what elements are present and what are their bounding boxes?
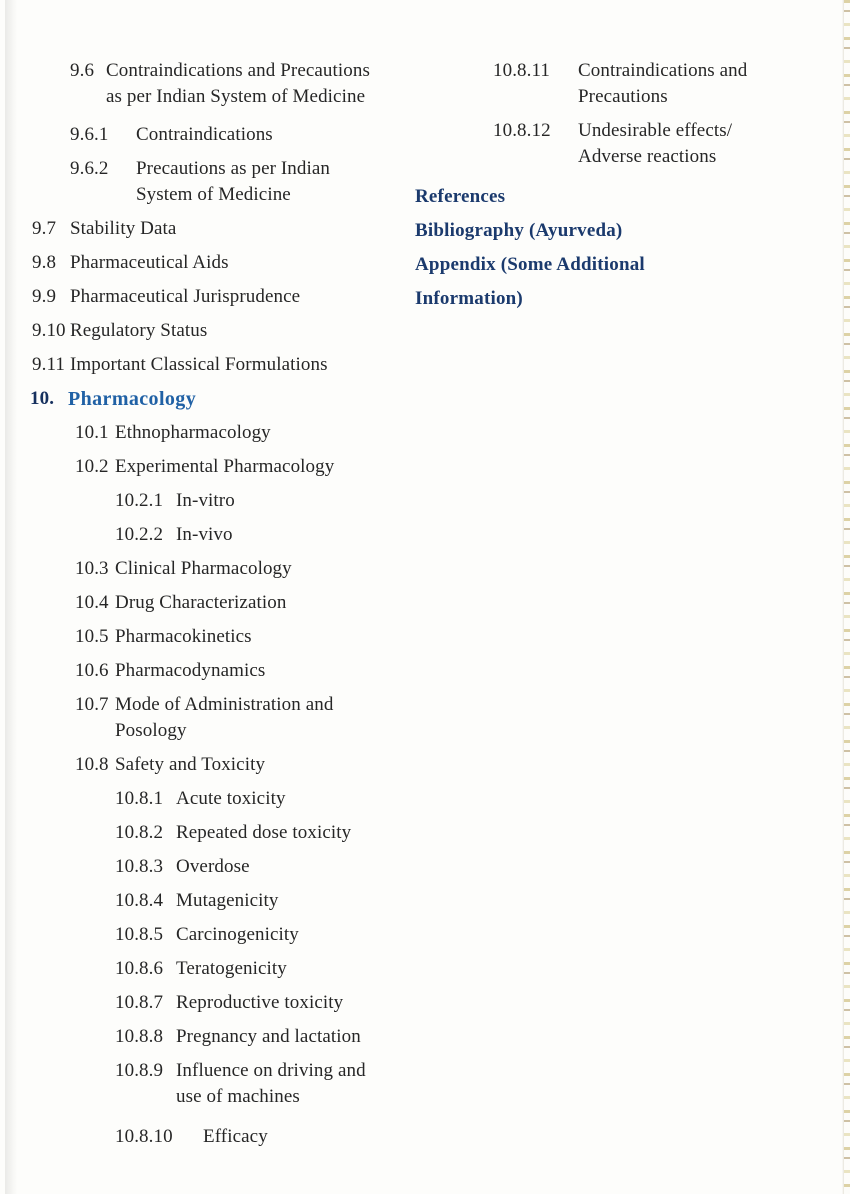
toc-entry-number: 10.8.5: [115, 924, 164, 945]
toc-entry-text: [106, 58, 422, 110]
toc-entry-number: 9.9: [32, 286, 57, 307]
toc-entry-9-8: [32, 250, 422, 276]
toc-entry-line: Acute toxicity: [176, 788, 286, 809]
toc-entry-10-5: [75, 624, 422, 650]
toc-entry-line: Pharmacodynamics: [115, 660, 266, 681]
toc-entry-number: 10.2.2: [115, 524, 164, 545]
toc-entry-number: 10.8.3: [115, 856, 164, 877]
toc-entry-number: 10.8: [75, 754, 109, 775]
toc-entry-line: Precautions: [578, 86, 668, 107]
toc-entry-10: [30, 386, 422, 412]
toc-entry-number: 10.8.8: [115, 1026, 164, 1047]
toc-entry-line: Undesirable effects/: [578, 120, 733, 141]
toc-entry-10-8-8: [115, 1024, 422, 1050]
toc-entry-number: 10.2: [75, 456, 109, 477]
toc-entry-line: Influence on driving and: [176, 1060, 366, 1081]
toc-entry-line: Contraindications and Precautions: [106, 60, 370, 81]
toc-entry-number: 9.6.2: [70, 158, 109, 179]
toc-entry-number: 10.6: [75, 660, 109, 681]
toc-entry-line: Drug Characterization: [115, 592, 287, 613]
toc-entry-text: [176, 956, 422, 982]
toc-heading-bibliography-ayurveda: [415, 218, 815, 244]
toc-entry-number: 10.8.11: [493, 60, 550, 81]
toc-entry-number: 9.8: [32, 252, 57, 273]
toc-entry-text: [136, 156, 422, 208]
toc-entry-9-9: [32, 284, 422, 310]
toc-entry-10-8-11: [493, 58, 815, 110]
toc-entry-line: Pharmaceutical Aids: [70, 252, 229, 273]
toc-entry-line: Adverse reactions: [578, 146, 717, 167]
toc-entry-9-7: [32, 216, 422, 242]
toc-entry-number: 10.8.4: [115, 890, 164, 911]
toc-entry-10-8-5: [115, 922, 422, 948]
toc-entry-line: Stability Data: [70, 218, 177, 239]
toc-entry-text: [176, 786, 422, 812]
toc-entry-text: [176, 820, 422, 846]
toc-entry-line: Carcinogenicity: [176, 924, 299, 945]
toc-entry-line: Mode of Administration and: [115, 694, 334, 715]
toc-entry-line: Ethnopharmacology: [115, 422, 271, 443]
toc-entry-text: [176, 488, 422, 514]
toc-entry-10-2: [75, 454, 422, 480]
toc-entry-text: [68, 386, 422, 412]
toc-entry-number: 10.1: [75, 422, 109, 443]
toc-entry-number: 10.8.10: [115, 1126, 173, 1147]
toc-entry-line: as per Indian System of Medicine: [106, 86, 366, 107]
page-right-edge-line: [842, 0, 844, 1194]
toc-entry-text: [176, 922, 422, 948]
toc-entry-line: Pharmacology: [68, 388, 197, 410]
toc-entry-line: System of Medicine: [136, 184, 291, 205]
toc-entry-9-6: [70, 58, 422, 110]
toc-entry-line: Repeated dose toxicity: [176, 822, 352, 843]
toc-entry-text: [115, 624, 422, 650]
toc-entry-number: 10.2.1: [115, 490, 164, 511]
toc-entry-10-4: [75, 590, 422, 616]
toc-right-column: [415, 58, 815, 320]
toc-entry-line: Contraindications: [136, 124, 273, 145]
toc-entry-10-8-12: [493, 118, 815, 170]
toc-entry-text: [415, 218, 815, 244]
toc-entry-number: 10.7: [75, 694, 109, 715]
toc-entry-text: [115, 692, 422, 744]
toc-entry-10-2-2: [115, 522, 422, 548]
toc-entry-10-8-1: [115, 786, 422, 812]
toc-entry-line: Overdose: [176, 856, 250, 877]
toc-entry-10-8-7: [115, 990, 422, 1016]
toc-entry-number: 10.8.7: [115, 992, 164, 1013]
page-left-shadow: [5, 0, 17, 1194]
toc-entry-text: [115, 420, 422, 446]
toc-entry-line: Appendix (Some Additional: [415, 254, 645, 275]
toc-entry-text: [415, 286, 815, 312]
toc-entry-text: [415, 252, 815, 278]
toc-entry-9-11: [32, 352, 422, 378]
toc-entry-text: [70, 318, 422, 344]
toc-heading-information: [415, 286, 815, 312]
toc-entry-line: Bibliography (Ayurveda): [415, 220, 623, 241]
toc-heading-appendix-some-additional: [415, 252, 815, 278]
toc-entry-line: Information): [415, 288, 523, 309]
toc-entry-number: 9.7: [32, 218, 57, 239]
toc-entry-9-10: [32, 318, 422, 344]
toc-entry-10-8-3: [115, 854, 422, 880]
toc-entry-line: Contraindications and: [578, 60, 748, 81]
toc-entry-text: [176, 1058, 422, 1110]
toc-entry-line: Posology: [115, 720, 187, 741]
toc-entry-9-6-1: [70, 122, 422, 148]
toc-entry-line: Experimental Pharmacology: [115, 456, 335, 477]
toc-entry-line: Teratogenicity: [176, 958, 287, 979]
toc-entry-10-2-1: [115, 488, 422, 514]
toc-entry-text: [203, 1124, 422, 1150]
toc-entry-9-6-2: [70, 156, 422, 208]
toc-entry-text: [176, 522, 422, 548]
toc-entry-number: 10.8.2: [115, 822, 164, 843]
toc-entry-text: [70, 250, 422, 276]
toc-entry-text: [176, 990, 422, 1016]
toc-entry-line: In-vivo: [176, 524, 233, 545]
toc-entry-text: [70, 284, 422, 310]
toc-entry-number: 9.10: [32, 320, 66, 341]
toc-entry-text: [70, 352, 422, 378]
toc-entry-text: [578, 58, 815, 110]
toc-entry-number: 10.8.1: [115, 788, 164, 809]
toc-entry-line: Mutagenicity: [176, 890, 279, 911]
toc-entry-text: [176, 1024, 422, 1050]
toc-entry-10-7: [75, 692, 422, 744]
toc-left-column: [30, 58, 422, 1158]
toc-entry-number: 9.6.1: [70, 124, 109, 145]
toc-entry-text: [70, 216, 422, 242]
toc-entry-line: Important Classical Formulations: [70, 354, 328, 375]
toc-entry-line: In-vitro: [176, 490, 235, 511]
toc-entry-line: Pregnancy and lactation: [176, 1026, 361, 1047]
toc-entry-10-8-6: [115, 956, 422, 982]
toc-entry-text: [115, 556, 422, 582]
toc-entry-10-8-9: [115, 1058, 422, 1110]
toc-entry-line: Efficacy: [203, 1126, 268, 1147]
toc-entry-line: Safety and Toxicity: [115, 754, 266, 775]
toc-entry-number: 10.8.6: [115, 958, 164, 979]
toc-entry-line: Pharmaceutical Jurisprudence: [70, 286, 301, 307]
toc-heading-references: [415, 184, 815, 210]
toc-entry-text: [176, 888, 422, 914]
toc-entry-line: Regulatory Status: [70, 320, 208, 341]
toc-entry-text: [115, 590, 422, 616]
toc-entry-number: 10.8.12: [493, 120, 551, 141]
toc-entry-line: Pharmacokinetics: [115, 626, 252, 647]
toc-entry-10-6: [75, 658, 422, 684]
toc-entry-line: Reproductive toxicity: [176, 992, 344, 1013]
toc-entry-number: 9.11: [32, 354, 65, 375]
toc-entry-text: [136, 122, 422, 148]
page-right-edge-speckle: [844, 0, 850, 1194]
toc-entry-number: 9.6: [70, 60, 95, 81]
toc-entry-text: [578, 118, 815, 170]
toc-entry-number: 10.4: [75, 592, 109, 613]
toc-entry-number: 10.3: [75, 558, 109, 579]
toc-entry-10-1: [75, 420, 422, 446]
toc-entry-line: use of machines: [176, 1086, 300, 1107]
toc-entry-text: [115, 658, 422, 684]
toc-entry-10-3: [75, 556, 422, 582]
toc-entry-10-8-10: [115, 1124, 422, 1150]
toc-entry-10-8-2: [115, 820, 422, 846]
toc-entry-number: 10.: [30, 388, 55, 409]
toc-entry-line: References: [415, 186, 506, 207]
toc-entry-text: [115, 454, 422, 480]
toc-entry-text: [415, 184, 815, 210]
toc-entry-10-8-4: [115, 888, 422, 914]
toc-entry-line: Clinical Pharmacology: [115, 558, 292, 579]
toc-entry-text: [115, 752, 422, 778]
toc-entry-10-8: [75, 752, 422, 778]
toc-entry-text: [176, 854, 422, 880]
toc-entry-number: 10.5: [75, 626, 109, 647]
toc-entry-number: 10.8.9: [115, 1060, 164, 1081]
toc-entry-line: Precautions as per Indian: [136, 158, 331, 179]
